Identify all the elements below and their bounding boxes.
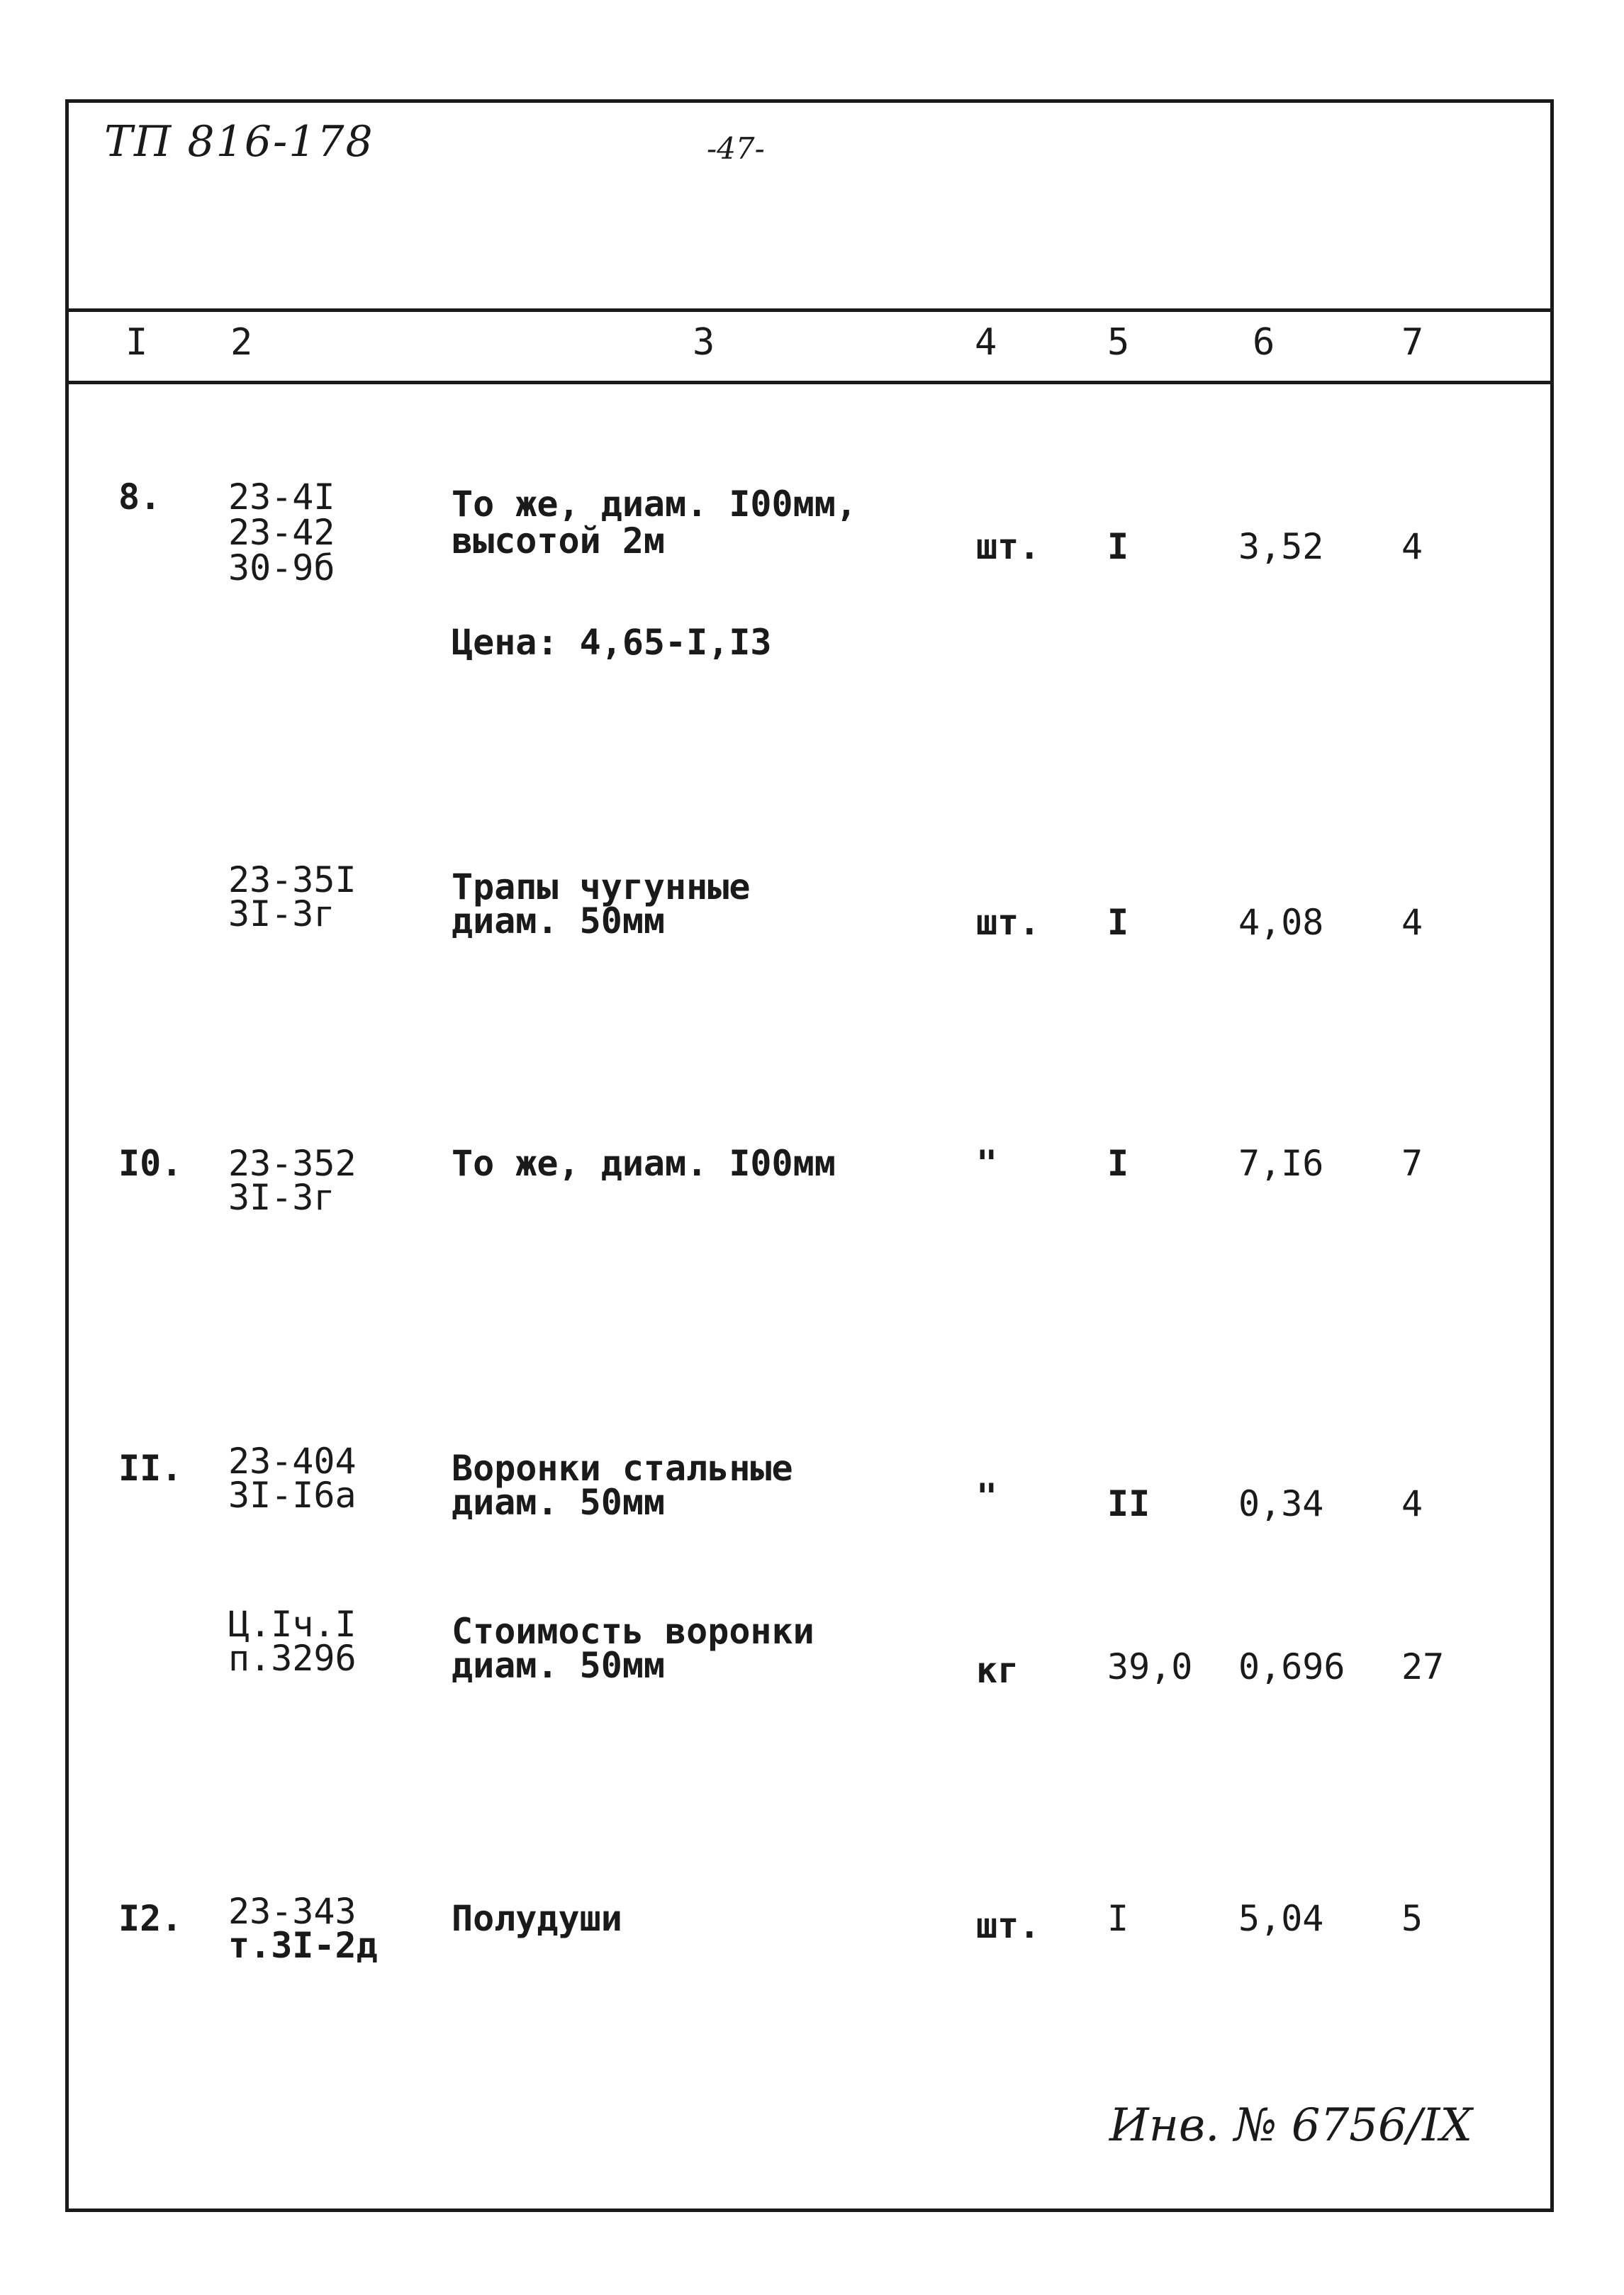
row-price: 0,34 — [1238, 1483, 1324, 1524]
column-header-4: 4 — [975, 321, 997, 364]
row-number: I2. — [118, 1898, 183, 1939]
row-quantity: I — [1107, 902, 1129, 943]
row-quantity: II — [1107, 1483, 1150, 1524]
row-description: Трапы чугунные — [452, 866, 751, 908]
row-price: 7,I6 — [1238, 1143, 1324, 1184]
row-description: То же, диам. I00мм — [452, 1143, 836, 1184]
column-header-7: 7 — [1401, 321, 1424, 364]
row-quantity: I — [1107, 526, 1129, 567]
column-header-6: 6 — [1253, 321, 1275, 364]
row-number: I0. — [118, 1143, 183, 1184]
row-code: 23-35I — [228, 859, 357, 900]
row-quantity: 39,0 — [1107, 1646, 1193, 1687]
row-description: То же, диам. I00мм, — [452, 484, 857, 525]
price-note: Цена: 4,65-I,I3 — [452, 622, 772, 663]
row-number: 8. — [118, 476, 162, 518]
row-code: п.3296 — [228, 1638, 357, 1679]
column-header-2: 2 — [230, 321, 253, 364]
row-code: 23-404 — [228, 1441, 357, 1482]
row-code: т.3I-2д — [228, 1925, 378, 1966]
row-price: 4,08 — [1238, 902, 1324, 943]
row-unit: шт. — [976, 1905, 1041, 1946]
row-description: диам. 50мм — [452, 1645, 666, 1686]
table-header-rule — [69, 381, 1550, 384]
document-sheet — [65, 99, 1554, 2212]
row-price: 0,696 — [1238, 1646, 1345, 1687]
column-header-3: 3 — [693, 321, 715, 364]
row-price: 5,04 — [1238, 1898, 1324, 1939]
row-code: 3I-I6а — [228, 1475, 357, 1516]
row-unit: шт. — [976, 526, 1041, 567]
row-total: 27 — [1401, 1646, 1445, 1687]
row-description: диам. 50мм — [452, 1482, 666, 1523]
row-unit: шт. — [976, 902, 1041, 943]
row-code: 23-42 — [228, 512, 335, 553]
row-code: Ц.Iч.I — [228, 1604, 357, 1645]
row-unit: " — [976, 1143, 998, 1184]
row-description: диам. 50мм — [452, 900, 666, 942]
page-number: -47- — [707, 131, 765, 166]
row-code: 3I-3г — [228, 893, 335, 934]
row-price: 3,52 — [1238, 526, 1324, 567]
table-top-rule — [69, 308, 1550, 312]
row-code: 23-4I — [228, 476, 335, 518]
row-number: II. — [118, 1448, 183, 1489]
row-description: Полудуши — [452, 1898, 622, 1939]
row-total: 7 — [1401, 1143, 1423, 1184]
row-total: 4 — [1401, 526, 1423, 567]
row-description: высотой 2м — [452, 520, 666, 562]
document-code: ТП 816-178 — [104, 117, 374, 167]
row-code: 30-9б — [228, 547, 335, 588]
row-total: 5 — [1401, 1898, 1423, 1939]
row-quantity: I — [1107, 1898, 1129, 1939]
row-description: Воронки стальные — [452, 1448, 793, 1489]
row-code: 23-352 — [228, 1143, 357, 1184]
row-code: 23-343 — [228, 1891, 357, 1932]
row-code: 3I-3г — [228, 1177, 335, 1218]
row-unit: " — [976, 1476, 998, 1517]
row-total: 4 — [1401, 1483, 1423, 1524]
row-unit: кг — [976, 1650, 1019, 1691]
row-total: 4 — [1401, 902, 1423, 943]
inventory-number: Инв. № 6756/IX — [1109, 2099, 1472, 2152]
row-quantity: I — [1107, 1143, 1129, 1184]
column-header-5: 5 — [1107, 321, 1130, 364]
row-description: Стоимость воронки — [452, 1611, 814, 1652]
column-header-1: I — [125, 321, 148, 364]
